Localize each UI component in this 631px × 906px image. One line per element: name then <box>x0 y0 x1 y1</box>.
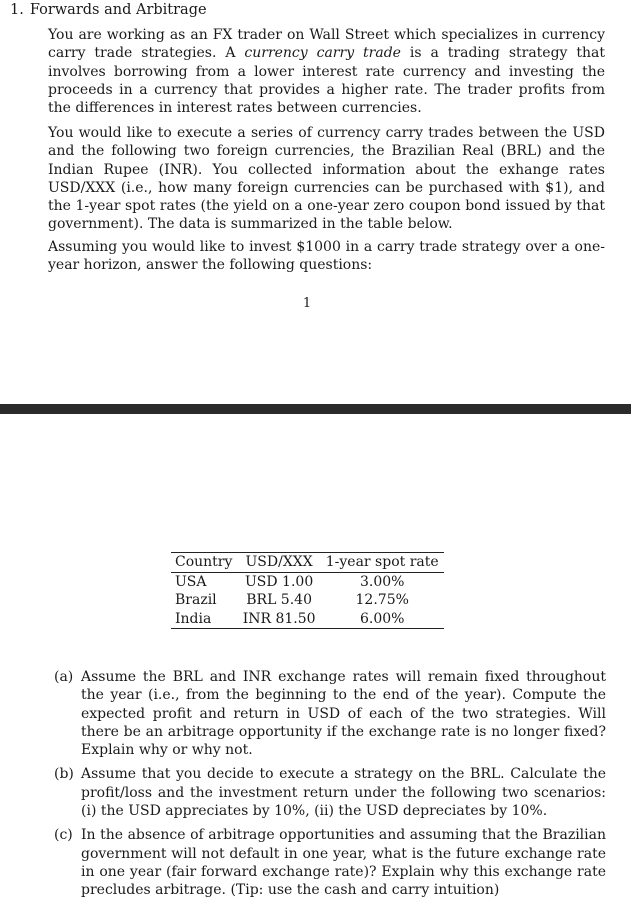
section-title: Forwards and Arbitrage <box>29 2 207 18</box>
table-header-row <box>171 553 444 573</box>
question-c <box>54 826 606 899</box>
cell-spot-rate: 6.00% <box>320 610 444 629</box>
intro-paragraph <box>48 26 605 117</box>
cell-spot-rate: 12.75% <box>355 592 409 608</box>
header-usd-xxx: USD/XXX <box>238 553 321 573</box>
document-page-1 <box>0 0 631 404</box>
question-text: Assume the BRL and INR exchange rates will remain fixed throughout the year (i.e., from the beginning to the end of the year). Compute the expected profit and return in USD of each of the two strategies. Will there be an arbitrage opportunity if the exchange rate is no longer fixed? Explain why or why not. <box>81 669 606 759</box>
cell-country: Brazil <box>175 592 217 608</box>
page-divider <box>0 404 631 414</box>
intro-text-start: You are working as an FX trader on Wall Street which specializes in currency carry trade strategies. A <box>48 27 605 62</box>
cell-country: India <box>171 610 238 629</box>
question-label: (a) <box>54 669 74 685</box>
cell-exchange-rate: USD 1.00 <box>244 573 314 590</box>
section-heading <box>10 2 207 18</box>
question-a <box>54 668 606 759</box>
table-row <box>171 610 444 629</box>
question-text: Assume that you decide to execute a strategy on the BRL. Calculate the profit/loss and the investment return under the following two scenarios: (i) the USD appreciates by 10%, (ii) the USD depreciates by 10%. <box>81 766 606 820</box>
intro-text-end: is a trading strategy that involves borrowing from a lower interest rate currency and investing the proceeds in a currency that provides a higher rate. The trader profits from the differences in interest rates between currencies. <box>48 45 606 117</box>
carry-trade-term: currency carry trade <box>244 45 401 62</box>
cell-exchange-rate: INR 81.50 <box>238 610 321 629</box>
cell-exchange-rate: BRL 5.40 <box>246 592 312 608</box>
section-number: 1. <box>10 2 24 18</box>
document-page-2 <box>0 414 631 899</box>
cell-spot-rate: 3.00% <box>359 573 405 590</box>
page-number: 1 <box>302 296 312 311</box>
question-label: (c) <box>54 827 73 844</box>
assumption-paragraph: Assuming you would like to invest $1000 in a carry trade strategy over a one-year horizon, answer the following questions: <box>48 239 605 274</box>
question-label: (b) <box>54 766 74 783</box>
exchange-rate-table <box>171 552 444 629</box>
cell-country: USA <box>175 573 207 590</box>
header-spot-rate: 1-year spot rate <box>320 553 444 573</box>
question-b <box>54 765 606 820</box>
question-text: In the absence of arbitrage opportunities and assuming that the Brazilian government will not default in one year, what is the future exchange rate in one year (fair forward exchange rate)? Explain why this exchange rate precludes arbitrage. (Tip: use the cash and carry intuition) <box>81 827 606 899</box>
header-country: Country <box>171 553 238 573</box>
table-row <box>171 572 444 591</box>
table-row <box>171 591 444 610</box>
question-list <box>54 668 606 906</box>
context-paragraph: You would like to execute a series of currency carry trades between the USD and the following two foreign currencies, the Brazilian Real (BRL) and the Indian Rupee (INR). You collected information about the exhange rates USD/XXX (i.e., how many foreign currencies can be purchased with $1), and the 1-year spot rates (the yield on a one-year zero coupon bond issued by that government). The data is summarized in the table below. <box>48 125 605 233</box>
